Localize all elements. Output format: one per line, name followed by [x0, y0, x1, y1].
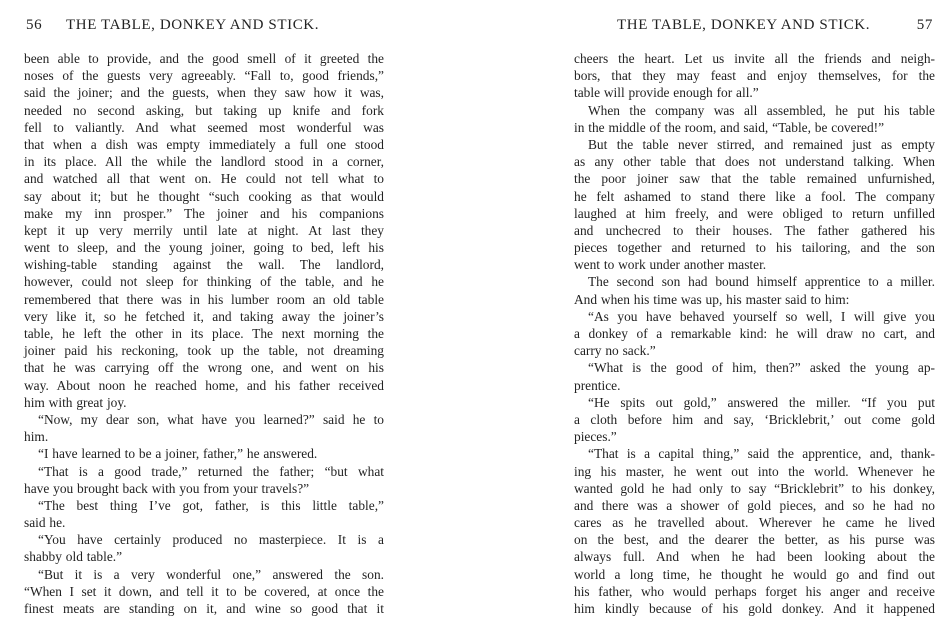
- text-line: and unchecred to their houses. The father gathered his: [574, 222, 935, 238]
- text-line: and there was a shower of gold pieces, and so he had no: [574, 497, 935, 513]
- text-line: remembered that there was in his lumber room an old table: [24, 291, 384, 307]
- text-line: “I have learned to be a joiner, father,” he answered.: [38, 446, 318, 462]
- text-line: pieces.”: [574, 429, 617, 445]
- text-line: kept it up very merrily until late at night. At last they: [24, 222, 384, 238]
- text-line: “You have certainly produced no masterpiece. It is a: [38, 532, 384, 548]
- text-line: “When I set it down, and tell it to be covered, at once the: [24, 583, 384, 599]
- text-line: that when a dish was empty immediately a full one stood: [24, 136, 384, 152]
- text-line: wishing-table standing against the wall. The landlord,: [24, 257, 384, 273]
- text-line: went to sleep, and the young joiner, going to bed, left his: [24, 240, 384, 256]
- text-line: “Now, my dear son, what have you learned?” said he to: [38, 411, 384, 427]
- text-line: in the middle of the room, and said, “Table, be covered!”: [574, 119, 885, 135]
- text-line: But the table never stirred, and remained just as empty: [588, 136, 935, 152]
- text-line: way. About noon he reached home, and his father received: [24, 377, 384, 393]
- right-page: [574, 0, 935, 616]
- text-line: “He spits out gold,” answered the miller. “If you put: [588, 394, 935, 410]
- text-line: The second son had bound himself apprentice to a miller.: [588, 274, 935, 290]
- text-line: pieces together and returned to his tailoring, and the son: [574, 240, 935, 256]
- text-line: table, he left the other in its place. The next morning the: [24, 326, 384, 341]
- text-line: carry no sack.”: [574, 343, 656, 359]
- text-line: When the company was all assembled, he put his table: [588, 102, 935, 118]
- text-line: went to work under another master.: [574, 257, 767, 273]
- text-line: wanted gold he had only to say “Bricklebrit” to his donkey,: [574, 480, 935, 496]
- text-line: table will provide enough for all.”: [574, 85, 759, 101]
- text-line: very like it, so he fetched it, and taking away the joiner’s: [24, 308, 384, 324]
- text-line: in its place. All the while the landlord stood in a corner,: [24, 154, 384, 170]
- text-line: “As you have behaved yourself so well, I will give you: [588, 308, 935, 324]
- text-line: on the best, and the dearer the better, as his purse was: [574, 532, 935, 548]
- left-body-text: [24, 50, 384, 617]
- text-line: his father, who would perhaps forget his anger and receive: [574, 583, 935, 599]
- right-running-head: [574, 17, 935, 37]
- text-line: fell to valiantly. And what seemed most wonderful was: [24, 119, 384, 135]
- left-running-title: THE TABLE, DONKEY AND STICK.: [66, 17, 320, 33]
- text-line: And when his time was up, his master said to him:: [574, 291, 850, 307]
- text-line: “What is the good of him, then?” asked the young ap-: [588, 360, 935, 376]
- text-line: a cloth before him and say, ‘Bricklebrit,’ out come gold: [574, 411, 935, 427]
- left-page: [24, 0, 384, 616]
- text-line: “The best thing I’ve got, father, is this little table,”: [38, 497, 384, 513]
- left-page-number: 56: [26, 17, 43, 33]
- text-line: said he.: [24, 515, 66, 531]
- text-line: bors, that they may feast and enjoy themselves, for the: [574, 68, 935, 84]
- text-line: shabby old table.”: [24, 549, 123, 565]
- text-line: that he was carrying off the wrong one, and went on his: [24, 360, 384, 376]
- text-line: ing his master, he went out into the world. Whenever he: [574, 463, 935, 479]
- right-running-title: THE TABLE, DONKEY AND STICK.: [617, 17, 871, 33]
- text-line: noses of the guests very agreeably. “Fall to, good friends,”: [24, 68, 384, 84]
- text-line: cheers the heart. Let us invite all the friends and neigh-: [574, 51, 935, 66]
- text-line: he felt ashamed to stand there like a fool. The company: [574, 188, 935, 204]
- text-line: as any other table that does not understand talking. When: [574, 154, 935, 170]
- text-line: needed no second asking, but taking up knife and fork: [24, 102, 384, 118]
- text-line: him.: [24, 429, 49, 445]
- text-line: a donkey of a remarkable kind: he will draw no cart, and: [574, 326, 935, 341]
- text-line: him with great joy.: [24, 394, 127, 410]
- right-body-text: [574, 50, 935, 617]
- left-running-head: [24, 17, 384, 37]
- text-line: have you brought back with you from your travels?”: [24, 480, 310, 496]
- text-line: and watched all that went on. He could not tell what to: [24, 171, 384, 187]
- text-line: joiner paid his reckoning, took up the table, not dreaming: [24, 343, 384, 359]
- page-gutter: [468, 0, 482, 593]
- text-line: been able to provide, and the good smell of it greeted the: [24, 51, 384, 66]
- text-line: “That is a capital thing,” said the apprentice, and, thank-: [588, 446, 935, 462]
- text-line: said the joiner; and the guests, when they saw how it was,: [24, 85, 384, 101]
- text-line: prentice.: [574, 377, 621, 393]
- text-line: say about it; but he thought “such cooking as that would: [24, 188, 384, 204]
- text-line: finest meats are standing on it, and wine so good that it: [24, 601, 384, 616]
- text-line: “But it is a very wonderful one,” answered the son.: [38, 566, 384, 582]
- right-page-number: 57: [916, 17, 933, 33]
- text-line: however, could not sleep for thinking of the table, and he: [24, 274, 384, 290]
- text-line: world a long time, he thought he would go and find out: [574, 566, 935, 582]
- text-line: always full. And when he had been looking about the: [574, 549, 935, 565]
- text-line: him kindly because of his gold donkey. And it happened: [574, 601, 935, 616]
- text-line: cares as he travelled about. Wherever he came he lived: [574, 515, 935, 531]
- text-line: laughed at him freely, and were obliged to return unfilled: [574, 205, 935, 221]
- text-line: “That is a good trade,” returned the father; “but what: [38, 463, 384, 479]
- text-line: the poor joiner saw that the table remained unfurnished,: [574, 171, 935, 187]
- text-line: make my inn prosper.” The joiner and his companions: [24, 205, 384, 221]
